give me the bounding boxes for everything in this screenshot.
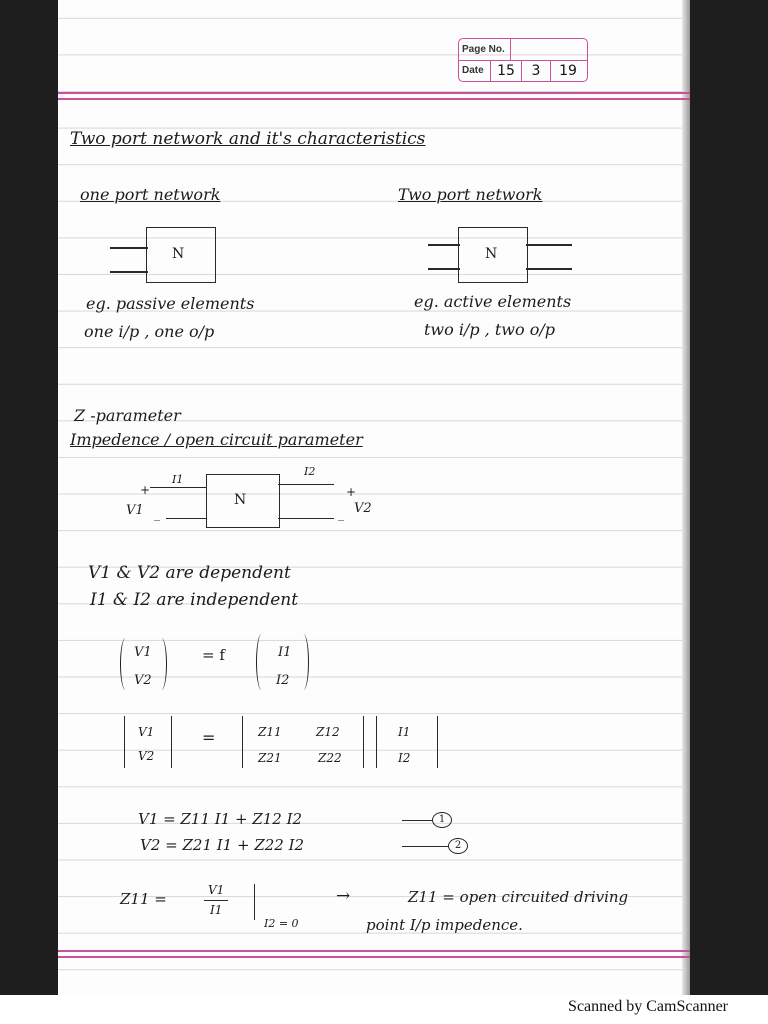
page-no-row (459, 39, 587, 61)
one-port-label: N (172, 246, 185, 262)
func-lhs-v1: V1 (134, 645, 152, 660)
eq1-tag-line (402, 820, 432, 821)
margin-line-bottom-2 (58, 956, 690, 958)
matrix-z22: Z22 (318, 751, 342, 765)
func-rhs-bracket-left (256, 634, 267, 690)
two-port-io: two i/p , two o/p (424, 320, 555, 339)
two-port-lead-2 (428, 268, 460, 270)
func-lhs-bracket-left (120, 638, 131, 690)
date-day: 15 (491, 60, 522, 81)
circuit-lead-out-bottom (278, 518, 334, 519)
circuit-v2-label: V2 (354, 501, 372, 516)
equation-2: V2 = Z21 I1 + Z22 I2 (140, 836, 305, 854)
matrix-z11: Z11 (258, 725, 282, 739)
z11-eval-bar (254, 884, 255, 920)
margin-line-bottom (58, 950, 690, 952)
zparam-subheading: Impedence / open circuit parameter (70, 430, 363, 449)
func-rhs-i1: I1 (278, 645, 292, 660)
circuit-i1-label: I1 (172, 473, 184, 486)
one-port-io: one i/p , one o/p (84, 322, 215, 341)
z11-description-2: point I/p impedence. (366, 916, 523, 934)
circuit-lead-in-bottom (166, 518, 206, 519)
z11-description-1: Z11 = open circuited driving (408, 888, 629, 906)
circuit-i2-label: I2 (304, 465, 316, 478)
z11-numerator: V1 (208, 883, 225, 897)
circuit-minus-left: _ (154, 507, 160, 521)
z11-arrow: → (336, 886, 351, 906)
matrix-z12: Z12 (316, 725, 340, 739)
equation-1: V1 = Z11 I1 + Z12 I2 (138, 810, 303, 828)
independent-text: I1 & I2 are independent (90, 590, 299, 610)
matrix-z21: Z21 (258, 751, 282, 765)
circuit-lead-in-top (150, 487, 206, 488)
page-title: Two port network and it's characteristics (70, 129, 426, 149)
func-lhs-v2: V2 (134, 673, 152, 688)
date-box (458, 38, 588, 82)
circuit-box-label: N (234, 492, 247, 508)
date-year: 19 (559, 62, 577, 79)
margin-line-top (58, 92, 690, 94)
page-no-label: Page No. (459, 39, 511, 60)
circuit-lead-out-top (278, 484, 334, 485)
z11-fraction-bar (204, 900, 228, 901)
eq2-number: 2 (448, 838, 468, 854)
z11-condition: I2 = 0 (264, 917, 299, 930)
func-rhs-i2: I2 (276, 673, 290, 688)
func-rhs-bracket-right (298, 634, 309, 690)
func-eq-f: = f (202, 646, 225, 664)
matrix-v1: V1 (138, 725, 155, 739)
matrix-i1: I1 (398, 725, 411, 739)
z11-lhs: Z11 = (120, 890, 167, 908)
date-label: Date (459, 60, 491, 81)
margin-line-top-2 (58, 98, 690, 100)
matrix-equals: = (202, 728, 216, 747)
circuit-v1-label: V1 (126, 503, 144, 518)
z11-denominator: I1 (210, 903, 223, 917)
circuit-minus-right: _ (338, 507, 344, 521)
circuit-plus-right: + (346, 485, 357, 499)
eq2-tag-line (402, 846, 448, 847)
notebook-page (58, 0, 690, 995)
func-lhs-bracket-right (156, 638, 167, 690)
one-port-lead-bottom (110, 271, 148, 273)
two-port-lead-1 (428, 244, 460, 246)
dependent-text: V1 & V2 are dependent (88, 563, 291, 583)
date-month: 3 (522, 60, 551, 81)
scanner-footer (0, 995, 768, 1024)
two-port-heading: Two port network (398, 185, 543, 204)
one-port-lead-top (110, 247, 148, 249)
two-port-example: eg. active elements (414, 292, 572, 311)
two-port-label: N (485, 246, 498, 262)
eq1-number: 1 (432, 812, 452, 828)
one-port-heading: one port network (80, 185, 221, 204)
date-row (459, 60, 587, 81)
matrix-v2: V2 (138, 749, 155, 763)
page-edge (682, 0, 690, 995)
zparam-heading: Z -parameter (74, 406, 181, 425)
circuit-plus-left: + (140, 483, 151, 497)
matrix-i2: I2 (398, 751, 411, 765)
scanner-watermark: Scanned by CamScanner (568, 998, 728, 1015)
two-port-lead-4 (526, 268, 572, 270)
two-port-lead-3 (526, 244, 572, 246)
one-port-example: eg. passive elements (86, 294, 255, 313)
